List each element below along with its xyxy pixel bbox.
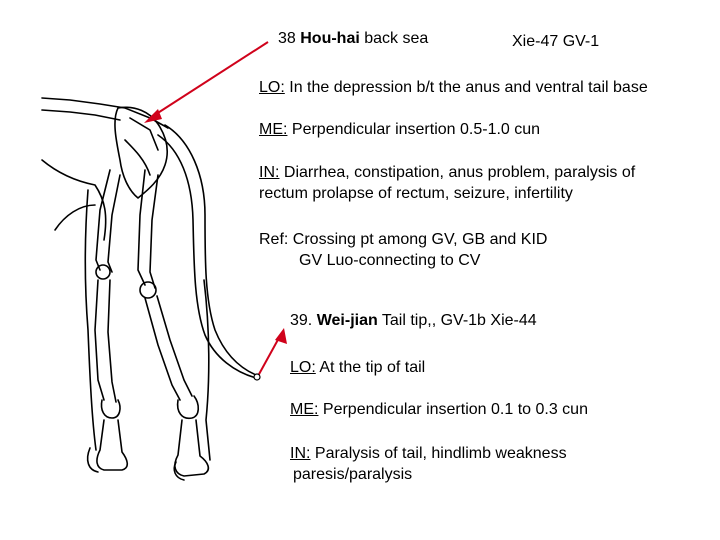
paw-front <box>97 420 127 470</box>
tail-outline <box>165 125 256 375</box>
point-38-reference-line2: GV Luo-connecting to CV <box>299 252 481 269</box>
point-38-indications <box>259 162 635 184</box>
point-38-name: Hou-hai <box>300 30 360 47</box>
point-38-codes: Xie-47 GV-1 <box>512 33 600 50</box>
point-38-reference: Ref: Crossing pt among GV, GB and KID <box>259 231 548 248</box>
arrow-38-line <box>150 42 268 118</box>
paw-rear <box>175 420 208 476</box>
point-38-indications-line2: rectum prolapse of rectum, seizure, infertility <box>259 185 573 202</box>
me-label: ME: <box>259 121 288 138</box>
arrow-39-line <box>258 336 280 376</box>
point-38-location <box>259 77 648 99</box>
point-38-number: 38 <box>278 30 296 47</box>
lo-label: LO: <box>290 359 316 376</box>
point-39-rest: Tail tip,, GV-1b Xie-44 <box>381 312 537 329</box>
me-text: Perpendicular insertion 0.5-1.0 cun <box>291 121 541 138</box>
me-label: ME: <box>290 401 319 418</box>
lo-text: In the depression b/t the anus and ventral tail base <box>289 79 648 96</box>
point-38-meaning: back sea <box>364 30 429 47</box>
abdomen-outline <box>42 160 106 240</box>
in-label: IN: <box>259 164 280 181</box>
point-39-location <box>290 357 425 379</box>
point-39-indications-line2: paresis/paralysis <box>293 466 413 483</box>
body-silhouette <box>85 190 96 450</box>
arrow-39-tail-dot <box>254 374 260 380</box>
point-39-name: Wei-jian <box>316 312 378 329</box>
spine-outline <box>42 98 168 128</box>
lo-text: At the tip of tail <box>319 359 426 376</box>
me-text: Perpendicular insertion 0.1 to 0.3 cun <box>322 401 588 418</box>
point-38-heading <box>278 28 428 50</box>
lo-label: LO: <box>259 79 285 96</box>
in-text-line1: Paralysis of tail, hindlimb weakness <box>314 445 567 462</box>
femur-rear <box>138 170 145 285</box>
point-39-method <box>290 399 588 421</box>
tibia-front <box>95 280 104 400</box>
point-39-heading <box>290 310 537 332</box>
in-text-line1: Diarrhea, constipation, anus problem, paralysis of <box>283 164 636 181</box>
in-label: IN: <box>290 445 311 462</box>
point-38-method <box>259 119 540 141</box>
pelvis-outline <box>115 107 167 198</box>
point-39-number: 39. <box>290 312 313 329</box>
point-39-indications <box>290 443 567 465</box>
